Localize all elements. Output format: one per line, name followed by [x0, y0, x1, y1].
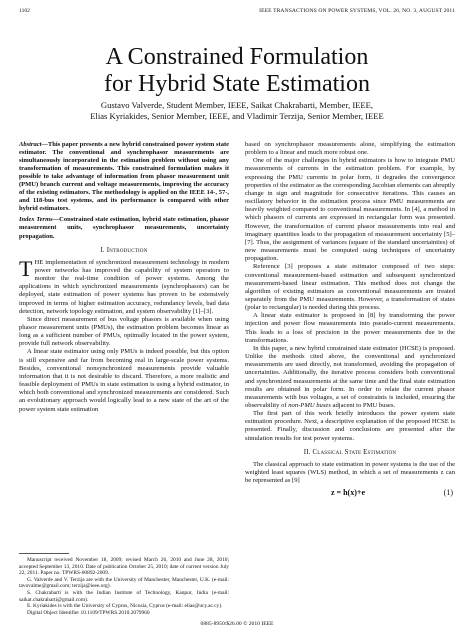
journal-header: IEEE TRANSACTIONS ON POWER SYSTEMS, VOL. 26, NO. 3, AUGUST 2011: [259, 8, 455, 14]
footnote-manuscript: Manuscript received November 18, 2009; revised March 26, 2010 and June 28, 2010; accepted September 13, 2010. Date of publication October 25, 2010; date of current version July 22, 2011. Paper no. TPWRS-00892-2009.: [19, 557, 229, 577]
section-title: Classical State Estimation: [312, 448, 397, 456]
intro-paragraph-2: Since direct measurement of bus voltage phasors is available when using phasor measurement units (PMUs), the estimation problem becomes linear as long as a sufficient number of PMUs, optimally located in the power system, provide full network observability.: [19, 315, 229, 348]
running-header: [19, 8, 455, 18]
copyright-footer: 0885-8950/$26.00 © 2010 IEEE: [200, 621, 274, 627]
authors-line-2: Elias Kyriakides, Senior Member, IEEE, and Vladimir Terzija, Senior Member, IEEE: [90, 111, 384, 121]
footnotes: [19, 553, 229, 616]
right-paragraph-6: The first part of this work briefly introduces the power system state estimation procedure. Next, a descriptive explanation of the proposed HCSE is presented. Finally, discussion and conclusions are presented after the simulation results for test power systems.: [245, 410, 455, 442]
footnote-affiliation-3: E. Kyriakides is with the University of Cyprus, Nicosia, Cyprus (e-mail: elias@ucy.ac.cy).: [27, 603, 223, 610]
equation-number: (1): [443, 488, 453, 498]
section-heading-introduction: [19, 247, 229, 255]
abstract-lead: Abstract: [19, 141, 42, 148]
section-heading-classical: [245, 449, 455, 457]
section-title: Introduction: [106, 246, 148, 254]
abstract: [19, 141, 229, 213]
equation-1: [245, 489, 455, 497]
right-paragraph-3: Reference [3] proposes a state estimator composed of two steps: conventional measurement-based estimation and subsequent synchronized measurement-based linear estimation. This method does not change the algorithm of existing estimators as conventional measurements are treated separately from the PMU measurements. However, a transformation of states (polar to rectangular) is needed during this process.: [245, 263, 455, 312]
right-paragraph-2: One of the major challenges in hybrid estimators is how to integrate PMU measurements of currents in the estimation problem. For example, by expressing the PMU currents in polar form, it degrades the convergence properties of the estimator as the corresponding Jacobian elements can abruptly change in sign and magnitude for consecutive iterations. This causes an oscillatory behavior in the estimation process since PMU measurements are heavily weighted compared to conventional measurements. In [4], a method in which phasors of currents are expressed in rectangular form was presented. However, the transformation of current phasor measurements into real and imaginary quantities leads to the propagation of measurement uncertainty [5]–[7]. Thus, the assignment of variances (square of the standard uncertainties) of new measurements must be computed using techniques of uncertainty propagation.: [245, 157, 455, 263]
drop-cap: T: [19, 255, 33, 281]
right-paragraph-5-end: adjacent to PMU buses.: [330, 402, 396, 409]
right-paragraph-4: A linear state estimator is proposed in [8] by transforming the power injection and power flow measurements into pseudo-current measurements. This leads to a loss of precision in the power measurements due to the transformations.: [245, 312, 455, 344]
right-paragraph-5: [245, 345, 455, 410]
right-paragraph-1: based on synchrophasor measurements alone, simplifying the estimation problem to a linear and much more robust one.: [245, 141, 455, 157]
equation-expression: z = h(x)+e: [331, 488, 365, 498]
index-terms-text: —Constrained state estimation, hybrid state estimation, phasor measurement units, synchrophasor measurements, uncertainty propagation.: [19, 216, 229, 240]
paper-title: [0, 44, 474, 98]
footnote-affiliation-1: G. Valverde and V. Terzija are with the University of Manchester, Manchester, U.K. (e-mail: tavovalme@gmail.com; terzija@ieee.org).: [19, 576, 229, 590]
index-terms-lead: Index Terms: [19, 216, 53, 224]
authors-line-1: Gustavo Valverde, Student Member, IEEE, Saikat Chakrabarti, Member, IEEE,: [100, 100, 374, 110]
title-line-1: A Constrained Formulation: [105, 44, 369, 70]
footnote-affiliation-2: S. Chakrabarti is with the Indian Institute of Technology, Kanpur, India (e-mail: saikat.chakrabarti@gmail.com).: [19, 589, 229, 603]
footnote-rule: [19, 553, 69, 554]
section-number: II.: [303, 448, 311, 456]
intro-paragraph-1: [19, 255, 229, 316]
right-paragraph-5-italic: non-PMU buses: [288, 402, 331, 409]
left-column: [19, 141, 229, 414]
classical-paragraph-1: The classical approach to state estimation in power systems is the use of the weighted least squares (WLS) method, in which a set of measurements z can be represented as [9]: [245, 460, 455, 485]
footnote-doi: Digital Object Identifier 10.1109/TPWRS.2010.2079960: [27, 609, 150, 616]
intro-paragraph-3: A linear state estimator using only PMUs is indeed possible, but this option is still expensive and far from becoming real in large-scale power systems. Besides, conventional nonsynchronized measurements provide valuable information that it is not desirable to discard. Therefore, a more realistic and feasible deployment of PMUs in state estimation is using a hybrid estimator, in which both conventional and synchronized measurements are considered. Such an evolutionary approach would logically lead to a new state of the art of the power system state estimation: [19, 348, 229, 413]
index-terms: [19, 216, 229, 240]
section-number: I.: [100, 246, 105, 254]
intro-paragraph-1-text: HE implementation of synchronized measurement technology in modern power networks has improved the capability of system operators to monitor the real-time condition of power systems. Among the applications in which synchronized measurements (synchrophasors) can be deployed, state estimation of power systems has proven to be extensively improved in terms of higher estimation accuracy, redundancy levels, bad data detection, network topology estimation, and system observability [1]–[3].: [19, 258, 229, 315]
right-column: [245, 141, 455, 498]
abstract-text: —This paper presents a new hybrid constrained power system state estimator. The conventional and synchrophasor measurements are simultaneously incorporated in the estimation problem without using any transformation of measurements. This constrained formulation makes it possible to take advantage of information from phasor measurement unit (PMU) branch current and voltage measurements, improving the accuracy of the existing estimators. The methodology is applied on the IEEE 14-, 57-, and 118-bus test systems, and its performance is compared with other hybrid estimators.: [19, 141, 229, 213]
author-list: [0, 100, 474, 122]
right-paragraph-5-text: In this paper, a new hybrid constrained state estimator (HCSE) is proposed. Unlike the methods cited above, the conventional and synchronized measurements are used directly, not transformed, avoiding the propagation of uncertainties. Additionally, the iterative process considers both conventional and synchronized measurements at the same time and the final state estimation results are obtained in polar form. In order to relate the current phasor measurements with bus voltages, a set of constraints is included, ensuring the observability of: [245, 344, 455, 409]
page-number: 1102: [19, 8, 30, 14]
title-line-2: for Hybrid State Estimation: [104, 71, 370, 97]
